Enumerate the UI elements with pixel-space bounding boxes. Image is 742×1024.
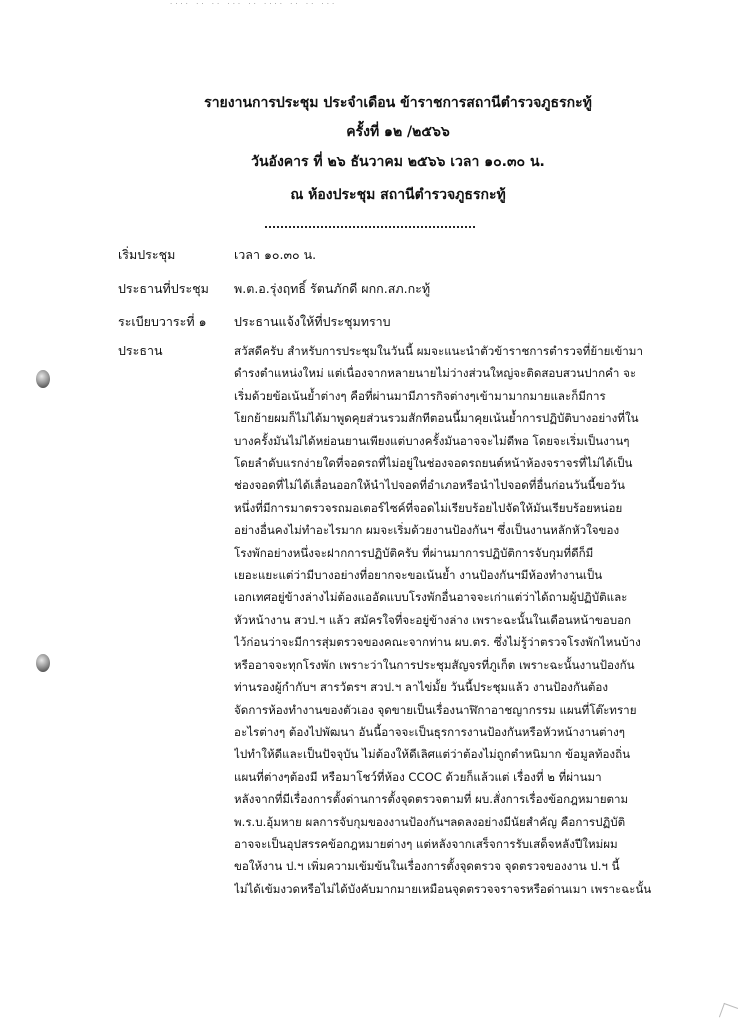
- field-value: พ.ต.อ.รุ่งฤทธิ์ รัตนภักดี ผกก.สภ.กะทู้: [234, 281, 431, 296]
- punch-hole: [36, 654, 50, 672]
- statement-line: เอกเทศอยู่ข้างล่างไม่ต้องแออัดแบบโรงพักอื่นอาจจะเก่าแต่ว่าได้ถามผู้ปฏิบัติและ: [234, 590, 628, 605]
- statement-line: อาจจะเป็นอุปสรรคข้อกฎหมายต่างๆ แต่หลังจากเสร็จการรับเสด็จหลังปีใหม่ผม: [234, 836, 618, 851]
- statement-line: เริ่มด้วยข้อเน้นย้ำต่างๆ คือที่ผ่านมามีภารกิจต่างๆเข้ามามากมายและก็มีการ: [234, 388, 606, 403]
- report-title: รายงานการประชุม ประจำเดือน ข้าราชการสถานีตำรวจภูธรกะทู้: [204, 95, 592, 111]
- statement-line: ดำรงตำแหน่งใหม่ แต่เนื่องจากหลายนายไม่ว่างส่วนใหญ่จะติดสอบสวนปากคำ จะ: [234, 366, 637, 381]
- meeting-location: ณ ห้องประชุม สถานีตำรวจภูธรกะทู้: [290, 187, 506, 203]
- dotted-separator: [265, 222, 475, 228]
- statement-line: ท่านรองผู้กำกับฯ สารวัตรฯ สวป.ฯ ลาไข่มั้ย วันนี้ประชุมแล้ว งานป้องกันต้อง: [234, 680, 609, 695]
- meeting-number: ครั้งที่ ๑๒ /๒๕๖๖: [346, 124, 450, 140]
- statement-line: ไม่ได้เข้มงวดหรือไม่ได้บังคับมากมายเหมือนจุดตรวจจราจรหรือด่านเมา เพราะฉะนั้น: [234, 881, 652, 896]
- statement-line: เยอะแยะแต่ว่ามีบางอย่างที่อยากจะขอเน้นย้ำ งานป้องกันฯมีห้องทำงานเป็น: [234, 568, 603, 583]
- statement-line: ไว้ก่อนว่าจะมีการสุ่มตรวจของคณะจากท่าน ผบ.ตร. ซึ่งไม่รู้ว่าตรวจโรงพักไหนบ้าง: [234, 635, 641, 650]
- statement-line: พ.ร.บ.อุ้มหาย ผลการจับกุมของงานป้องกันฯลดลงอย่างมีนัยสำคัญ คือการปฏิบัติ: [234, 814, 626, 829]
- corner-scan-mark: [719, 1003, 738, 1022]
- statement-line: บางครั้งมันไม่ได้หย่อนยานเพียงแต่บางครั้งมันอาจจะไม่ดีพอ โดยจะเริ่มเป็นงานๆ: [234, 433, 630, 448]
- statement-line: โยกย้ายผมก็ไม่ได้มาพูดคุยส่วนรวมสักทีตอนนี้มาคุยเน้นย้ำการปฏิบัติบางอย่างที่ใน: [234, 411, 639, 426]
- field-value: เวลา ๑๐.๓๐ น.: [234, 247, 317, 262]
- statement-line: อะไรต่างๆ ต้องไปพัฒนา อันนี้อาจจะเป็นธุรการงานป้องกันหรือหัวหน้างานต่างๆ: [234, 724, 625, 739]
- statement-line: สวัสดีครับ สำหรับการประชุมในวันนี้ ผมจะแนะนำตัวข้าราชการตำรวจที่ย้ายเข้ามา: [234, 344, 643, 358]
- statement-line: อย่างอื่นคงไม่ทำอะไรมาก ผมจะเริ่มด้วยงานป้องกันฯ ซึ่งเป็นงานหลักหัวใจของ: [234, 523, 620, 538]
- field-label: ระเบียบวาระที่ ๑: [118, 314, 207, 329]
- field-label: เริ่มประชุม: [118, 247, 176, 262]
- speaker-label: ประธาน: [118, 343, 163, 358]
- chairman-statement: [234, 340, 652, 900]
- statement-line: หนึ่งที่มีการมาตรวจรถมอเตอร์ไซค์ที่จอดไม่เรียบร้อยไปจัดให้มันเรียบร้อยหน่อย: [234, 500, 623, 515]
- field-label: ประธานที่ประชุม: [118, 281, 209, 296]
- statement-line: หลังจากที่มีเรื่องการตั้งด่านการตั้งจุดตรวจตามที่ ผบ.สั่งการเรื่องข้อกฎหมายตาม: [234, 792, 629, 807]
- meeting-date-time: วันอังคาร ที่ ๒๖ ธันวาคม ๒๕๖๖ เวลา ๑๐.๓๐ น.: [251, 154, 545, 170]
- statement-line: หัวหน้างาน สวป.ฯ แล้ว สมัครใจที่จะอยู่ข้างล่าง เพราะฉะนั้นในเดือนหน้าขอบอก: [234, 612, 632, 627]
- document-header: [0, 94, 742, 204]
- statement-line: ช่องจอดที่ไม่ได้เลื่อนออกให้นำไปจอดที่อำเภอหรือนำไปจอดที่อื่นก่อนวันนี้ขอวัน: [234, 478, 625, 493]
- statement-line: แผนที่ต่างๆต้องมี หรือมาโชว์ที่ห้อง CCOC ด้วยก็แล้วแต่ เรื่องที่ ๒ ที่ผ่านมา: [234, 769, 602, 784]
- statement-line: หรืออาจจะทุกโรงพัก เพราะว่าในการประชุมสัญจรที่ภูเก็ต เพราะฉะนั้นงานป้องกัน: [234, 657, 635, 672]
- field-value: ประธานแจ้งให้ที่ประชุมทราบ: [234, 314, 391, 329]
- statement-line: จัดการห้องทำงานของตัวเอง จุดขายเป็นเรื่องนาฬิกาอาชญากรรม แผนที่โต๊ะทราย: [234, 702, 637, 717]
- statement-line: ไปทำให้ดีและเป็นปัจจุบัน ไม่ต้องให้ดีเลิศแต่ว่าต้องไม่ถูกตำหนิมาก ข้อมูลท้องถิ่น: [234, 747, 631, 762]
- punch-hole: [36, 370, 50, 388]
- statement-line: โรงพักอย่างหนึ่งจะฝากการปฏิบัติครับ ที่ผ่านมาการปฏิบัติการจับกุมที่ดีก็มี: [234, 545, 594, 560]
- statement-line: ขอให้งาน ป.ฯ เพิ่มความเข้มข้นในเรื่องการตั้งจุดตรวจ จุดตรวจของงาน ป.ฯ นี้: [234, 859, 620, 874]
- statement-line: โดยลำดับแรกง่ายใดที่จอดรถที่ไม่อยู่ในช่องจอดรถยนต์หน้าห้องจราจรที่ไม่ได้เป็น: [234, 456, 633, 471]
- scan-header-residue: ···· ·· ·· ··· ·· ···· ·· ·· ···: [170, 0, 338, 6]
